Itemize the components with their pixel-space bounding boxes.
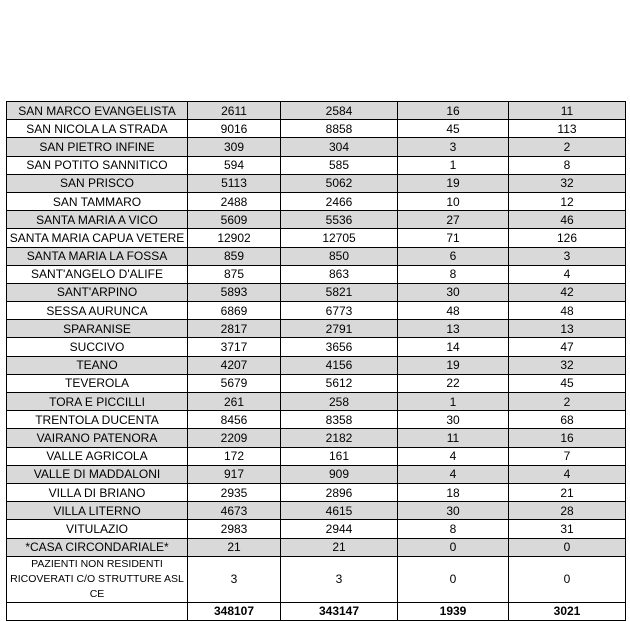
value-cell-2: 5821 bbox=[281, 283, 398, 301]
municipality-name-cell: SPARANISE bbox=[7, 320, 188, 338]
table-row bbox=[7, 465, 626, 483]
value-cell-1: 6869 bbox=[188, 302, 281, 320]
value-cell-1: 3717 bbox=[188, 338, 281, 356]
value-cell-3: 8 bbox=[398, 520, 509, 538]
municipality-name-cell: PAZIENTI NON RESIDENTI RICOVERATI C/O STRUTTURE ASL CE bbox=[7, 556, 188, 602]
value-cell-4: 46 bbox=[509, 211, 626, 229]
value-cell-1: 859 bbox=[188, 247, 281, 265]
table-row bbox=[7, 447, 626, 465]
table-row bbox=[7, 229, 626, 247]
value-cell-4: 32 bbox=[509, 174, 626, 192]
municipality-name-cell: TEANO bbox=[7, 356, 188, 374]
municipality-name-cell: SANT'ANGELO D'ALIFE bbox=[7, 265, 188, 283]
municipality-name-cell: SAN MARCO EVANGELISTA bbox=[7, 102, 188, 120]
table-row bbox=[7, 356, 626, 374]
value-cell-4: 4 bbox=[509, 265, 626, 283]
value-cell-4: 126 bbox=[509, 229, 626, 247]
value-cell-1: 5679 bbox=[188, 374, 281, 392]
value-cell-2: 161 bbox=[281, 447, 398, 465]
value-cell-2: 2944 bbox=[281, 520, 398, 538]
value-cell-4: 3 bbox=[509, 247, 626, 265]
table-row bbox=[7, 156, 626, 174]
table-row bbox=[7, 429, 626, 447]
value-cell-2: 5062 bbox=[281, 174, 398, 192]
value-cell-1: 21 bbox=[188, 538, 281, 556]
value-cell-4: 48 bbox=[509, 302, 626, 320]
table-row bbox=[7, 102, 626, 120]
value-cell-3: 1 bbox=[398, 156, 509, 174]
value-cell-1: 2209 bbox=[188, 429, 281, 447]
value-cell-1: 5113 bbox=[188, 174, 281, 192]
value-cell-2: 2791 bbox=[281, 320, 398, 338]
value-cell-1: 4207 bbox=[188, 356, 281, 374]
value-cell-4: 12 bbox=[509, 192, 626, 210]
municipality-name-cell: SAN PIETRO INFINE bbox=[7, 138, 188, 156]
value-cell-2: 5612 bbox=[281, 374, 398, 392]
value-cell-2: 585 bbox=[281, 156, 398, 174]
table-row bbox=[7, 556, 626, 602]
municipality-name-cell: VALLE DI MADDALONI bbox=[7, 465, 188, 483]
value-cell-2: 6773 bbox=[281, 302, 398, 320]
value-cell-3: 19 bbox=[398, 356, 509, 374]
value-cell-4: 2 bbox=[509, 138, 626, 156]
value-cell-1: 8456 bbox=[188, 411, 281, 429]
municipality-name-cell: SAN POTITO SANNITICO bbox=[7, 156, 188, 174]
value-cell-2: 4615 bbox=[281, 502, 398, 520]
table-body bbox=[7, 102, 626, 621]
table-row bbox=[7, 520, 626, 538]
value-cell-3: 11 bbox=[398, 429, 509, 447]
value-cell-4: 28 bbox=[509, 502, 626, 520]
value-cell-2: 8858 bbox=[281, 120, 398, 138]
value-cell-1: 2817 bbox=[188, 320, 281, 338]
value-cell-2: 863 bbox=[281, 265, 398, 283]
value-cell-1: 261 bbox=[188, 393, 281, 411]
table-row bbox=[7, 338, 626, 356]
table-row bbox=[7, 320, 626, 338]
municipality-name-cell: VALLE AGRICOLA bbox=[7, 447, 188, 465]
municipality-name-cell: TEVEROLA bbox=[7, 374, 188, 392]
municipality-name-cell: SANTA MARIA CAPUA VETERE bbox=[7, 229, 188, 247]
value-cell-2: 5536 bbox=[281, 211, 398, 229]
municipality-name-cell: VITULAZIO bbox=[7, 520, 188, 538]
table-row bbox=[7, 247, 626, 265]
table-row bbox=[7, 483, 626, 501]
table-row bbox=[7, 120, 626, 138]
value-cell-3: 0 bbox=[398, 556, 509, 602]
value-cell-1: 9016 bbox=[188, 120, 281, 138]
value-cell-4: 47 bbox=[509, 338, 626, 356]
value-cell-4: 2 bbox=[509, 393, 626, 411]
value-cell-3: 0 bbox=[398, 538, 509, 556]
municipality-name-cell: TRENTOLA DUCENTA bbox=[7, 411, 188, 429]
value-cell-1: 309 bbox=[188, 138, 281, 156]
value-cell-3: 30 bbox=[398, 283, 509, 301]
value-cell-3: 71 bbox=[398, 229, 509, 247]
municipality-data-table bbox=[6, 101, 626, 621]
value-cell-3: 16 bbox=[398, 102, 509, 120]
value-cell-2: 21 bbox=[281, 538, 398, 556]
value-cell-2: 3 bbox=[281, 556, 398, 602]
value-cell-4: 45 bbox=[509, 374, 626, 392]
value-cell-2: 4156 bbox=[281, 356, 398, 374]
value-cell-3: 48 bbox=[398, 302, 509, 320]
municipality-name-cell: SAN TAMMARO bbox=[7, 192, 188, 210]
value-cell-2: 258 bbox=[281, 393, 398, 411]
totals-row bbox=[7, 602, 626, 620]
table-row bbox=[7, 302, 626, 320]
municipality-name-cell: SAN PRISCO bbox=[7, 174, 188, 192]
value-cell-2: 909 bbox=[281, 465, 398, 483]
value-cell-3: 6 bbox=[398, 247, 509, 265]
value-cell-4: 32 bbox=[509, 356, 626, 374]
municipality-name-cell: *CASA CIRCONDARIALE* bbox=[7, 538, 188, 556]
value-cell-2: 304 bbox=[281, 138, 398, 156]
value-cell-1: 875 bbox=[188, 265, 281, 283]
value-cell-3: 3 bbox=[398, 138, 509, 156]
table-row bbox=[7, 265, 626, 283]
value-cell-2: 2466 bbox=[281, 192, 398, 210]
value-cell-2: 2182 bbox=[281, 429, 398, 447]
value-cell-3: 13 bbox=[398, 320, 509, 338]
value-cell-4: 4 bbox=[509, 465, 626, 483]
value-cell-1: 917 bbox=[188, 465, 281, 483]
municipality-name-cell: SANTA MARIA A VICO bbox=[7, 211, 188, 229]
municipality-name-cell: SAN NICOLA LA STRADA bbox=[7, 120, 188, 138]
value-cell-2: 3656 bbox=[281, 338, 398, 356]
table-row bbox=[7, 211, 626, 229]
value-cell-1: 172 bbox=[188, 447, 281, 465]
value-cell-4: 16 bbox=[509, 429, 626, 447]
value-cell-1: 3 bbox=[188, 556, 281, 602]
municipality-name-cell: SESSA AURUNCA bbox=[7, 302, 188, 320]
municipality-name-cell: TORA E PICCILLI bbox=[7, 393, 188, 411]
value-cell-1: 2935 bbox=[188, 483, 281, 501]
table-row bbox=[7, 283, 626, 301]
value-cell-4: 31 bbox=[509, 520, 626, 538]
value-cell-3: 45 bbox=[398, 120, 509, 138]
value-cell-3: 18 bbox=[398, 483, 509, 501]
municipality-name-cell: SUCCIVO bbox=[7, 338, 188, 356]
value-cell-3: 14 bbox=[398, 338, 509, 356]
value-cell-3: 8 bbox=[398, 265, 509, 283]
value-cell-4: 42 bbox=[509, 283, 626, 301]
municipality-name-cell: SANT'ARPINO bbox=[7, 283, 188, 301]
value-cell-2: 2584 bbox=[281, 102, 398, 120]
total-cell-3: 1939 bbox=[398, 602, 509, 620]
value-cell-4: 21 bbox=[509, 483, 626, 501]
total-cell-2: 343147 bbox=[281, 602, 398, 620]
municipality-name-cell: VILLA LITERNO bbox=[7, 502, 188, 520]
table-row bbox=[7, 138, 626, 156]
value-cell-3: 30 bbox=[398, 411, 509, 429]
value-cell-1: 594 bbox=[188, 156, 281, 174]
value-cell-4: 8 bbox=[509, 156, 626, 174]
value-cell-1: 5893 bbox=[188, 283, 281, 301]
value-cell-3: 1 bbox=[398, 393, 509, 411]
value-cell-4: 13 bbox=[509, 320, 626, 338]
total-cell-1: 348107 bbox=[188, 602, 281, 620]
municipality-name-cell: VAIRANO PATENORA bbox=[7, 429, 188, 447]
value-cell-3: 27 bbox=[398, 211, 509, 229]
value-cell-4: 11 bbox=[509, 102, 626, 120]
value-cell-4: 113 bbox=[509, 120, 626, 138]
table-row bbox=[7, 192, 626, 210]
value-cell-1: 2611 bbox=[188, 102, 281, 120]
municipality-name-cell: SANTA MARIA LA FOSSA bbox=[7, 247, 188, 265]
value-cell-3: 22 bbox=[398, 374, 509, 392]
table-row bbox=[7, 538, 626, 556]
value-cell-1: 4673 bbox=[188, 502, 281, 520]
value-cell-2: 850 bbox=[281, 247, 398, 265]
value-cell-1: 5609 bbox=[188, 211, 281, 229]
value-cell-4: 0 bbox=[509, 538, 626, 556]
value-cell-3: 10 bbox=[398, 192, 509, 210]
value-cell-4: 7 bbox=[509, 447, 626, 465]
totals-label-cell bbox=[7, 602, 188, 620]
value-cell-4: 0 bbox=[509, 556, 626, 602]
value-cell-3: 19 bbox=[398, 174, 509, 192]
value-cell-4: 68 bbox=[509, 411, 626, 429]
table-row bbox=[7, 393, 626, 411]
table-row bbox=[7, 174, 626, 192]
value-cell-3: 4 bbox=[398, 465, 509, 483]
table-row bbox=[7, 411, 626, 429]
value-cell-3: 4 bbox=[398, 447, 509, 465]
total-cell-4: 3021 bbox=[509, 602, 626, 620]
value-cell-3: 30 bbox=[398, 502, 509, 520]
value-cell-1: 12902 bbox=[188, 229, 281, 247]
value-cell-1: 2983 bbox=[188, 520, 281, 538]
table-row bbox=[7, 374, 626, 392]
value-cell-2: 12705 bbox=[281, 229, 398, 247]
value-cell-2: 8358 bbox=[281, 411, 398, 429]
value-cell-2: 2896 bbox=[281, 483, 398, 501]
value-cell-1: 2488 bbox=[188, 192, 281, 210]
table-row bbox=[7, 502, 626, 520]
municipality-name-cell: VILLA DI BRIANO bbox=[7, 483, 188, 501]
